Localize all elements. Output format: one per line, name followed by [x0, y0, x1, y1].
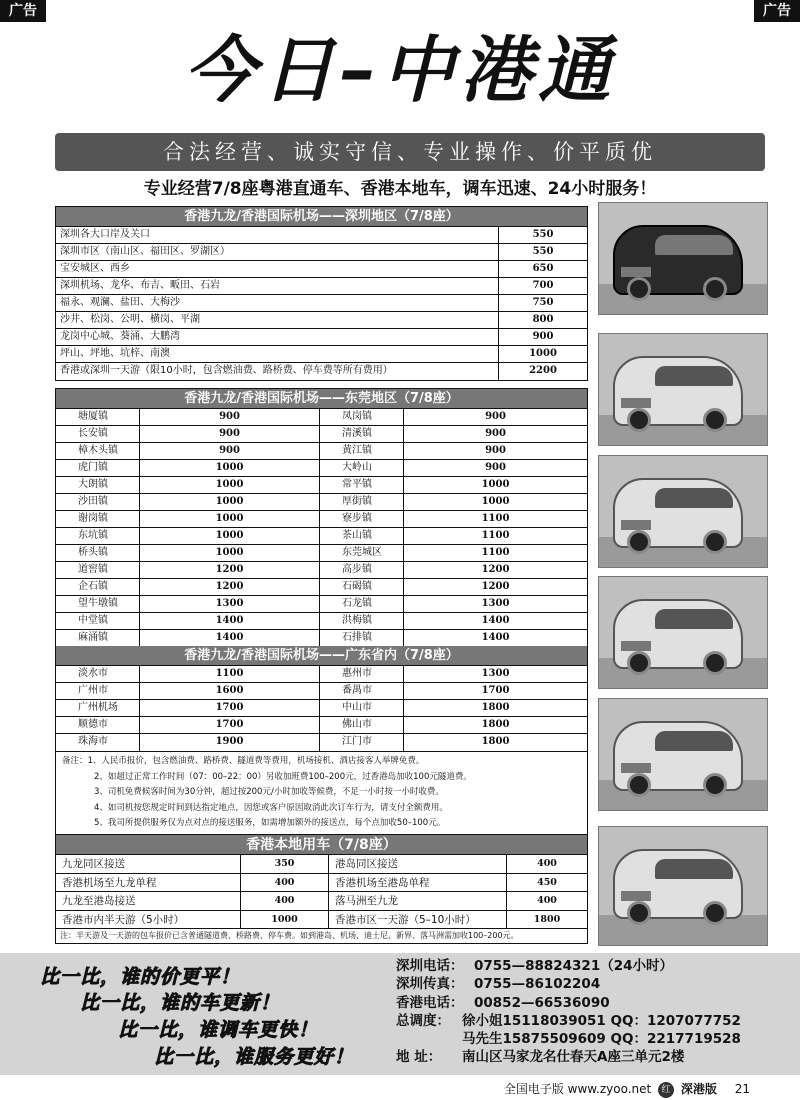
guangdong-price-table: [55, 646, 588, 752]
price: 1800: [481, 736, 510, 747]
destination: 珠海市: [56, 734, 140, 751]
price: 400: [507, 855, 587, 874]
price: 900: [404, 409, 587, 426]
destination: 望牛墩镇: [56, 596, 140, 613]
van-photo: [598, 202, 768, 315]
table-row: [56, 312, 587, 329]
price: 650: [532, 263, 554, 274]
price: 900: [140, 409, 320, 426]
destination: 淡水市: [56, 666, 140, 683]
price: 400: [241, 874, 329, 893]
price: 1000: [140, 477, 320, 494]
hk-local-footnote: 注：半天游及一天游的包车报价已含普通隧道费、桥路费、停车费。如到港岛、机场、迪士尼、新界、落马洲需加收100–200元。: [60, 931, 519, 941]
price: 1100: [404, 545, 587, 562]
table-row: [56, 278, 587, 295]
table-row: [56, 261, 587, 278]
edition: 深港版: [680, 1082, 717, 1096]
price: 900: [404, 443, 587, 460]
table-row: [56, 329, 587, 346]
van-photo: [598, 455, 768, 568]
destination: 沙井、松岗、公明、横岗、平湖: [56, 312, 499, 328]
price: 1000: [140, 528, 320, 545]
service: 香港市内半天游（5小时）: [56, 911, 241, 930]
page-footer: [504, 1079, 750, 1099]
service: 香港机场至九龙单程: [56, 874, 241, 893]
table-row: [56, 363, 587, 380]
hongkong-phone: 00852—66536090: [474, 994, 610, 1011]
price: 750: [532, 297, 554, 308]
table-row: [56, 244, 587, 261]
price: 1000: [404, 494, 587, 511]
price: 700: [532, 280, 554, 291]
destination: 中山市: [320, 700, 404, 717]
price: 1300: [404, 666, 587, 683]
price: 1400: [140, 630, 320, 647]
price: 900: [140, 443, 320, 460]
compare-slogan: 比一比，谁调车更快！: [118, 1019, 319, 1041]
hk-local-rows: [56, 855, 587, 929]
price: 2200: [529, 365, 557, 376]
van-photo: [598, 826, 768, 946]
price: 900: [532, 331, 554, 342]
destination: 樟木头镇: [56, 443, 140, 460]
service: 九龙至港岛接送: [56, 892, 241, 911]
price: 1900: [140, 734, 320, 751]
price: 1700: [140, 700, 320, 717]
dispatcher-1: 徐小姐15118039051 QQ：1207077752: [462, 1012, 741, 1029]
notes-block: [56, 752, 587, 835]
page-title: 今日–中港通: [183, 28, 616, 112]
destination: 沙田镇: [56, 494, 140, 511]
price: 400: [507, 892, 587, 911]
destination: 顺德市: [56, 717, 140, 734]
destination: 道窖镇: [56, 562, 140, 579]
destination: 谢岗镇: [56, 511, 140, 528]
label: 总调度：: [396, 1012, 450, 1029]
price: 1300: [404, 596, 587, 613]
destination: 坪山、坪地、坑梓、南澳: [56, 346, 499, 362]
destination: 东莞城区: [320, 545, 404, 562]
label: 香港电话：: [396, 994, 464, 1011]
table-row: [56, 346, 587, 363]
address: 南山区马家龙名仕春天A座三单元2楼: [462, 1049, 685, 1066]
price: 400: [241, 892, 329, 911]
destination: 深圳市区（南山区、福田区、罗湖区）: [56, 244, 499, 260]
price: 1200: [140, 579, 320, 596]
destination: 龙岗中心城、葵涌、大鹏湾: [56, 329, 499, 345]
price: 1700: [140, 717, 320, 734]
destination: 广州机场: [56, 700, 140, 717]
destination: 番禺市: [320, 683, 404, 700]
destination: 江门市: [320, 734, 404, 751]
price: 1300: [140, 596, 320, 613]
destination: 企石镇: [56, 579, 140, 596]
label: 地 址：: [396, 1049, 442, 1066]
price: 1400: [140, 613, 320, 630]
service: 九龙同区接送: [56, 855, 241, 874]
destination: 寮步镇: [320, 511, 404, 528]
destination: 石龙镇: [320, 596, 404, 613]
price: 1800: [507, 911, 587, 930]
note-item: 3、司机免费候客时间为30分钟，超过按200元/小时加收等候费，不足一小时按一小时收费。: [94, 787, 444, 798]
price: 900: [404, 460, 587, 477]
price: 1100: [140, 666, 320, 683]
service: 香港机场至港岛单程: [329, 874, 507, 893]
note-item: 4、如司机按您规定时间到达指定地点，因您或客户原因取消此次订车行为，请支付全额费用。: [94, 802, 448, 813]
destination: 厚街镇: [320, 494, 404, 511]
price: 1000: [529, 348, 557, 359]
price: 1000: [241, 911, 329, 930]
price: 900: [404, 426, 587, 443]
destination: 中堂镇: [56, 613, 140, 630]
destination: 佛山市: [320, 717, 404, 734]
destination: 茶山镇: [320, 528, 404, 545]
destination: 常平镇: [320, 477, 404, 494]
destination: 宝安城区、西乡: [56, 261, 499, 277]
dongguan-rows: [56, 409, 587, 647]
destination: 高步镇: [320, 562, 404, 579]
destination: 大朗镇: [56, 477, 140, 494]
destination: 惠州市: [320, 666, 404, 683]
destination: 虎门镇: [56, 460, 140, 477]
compare-slogan: 比一比，谁的价更平！: [40, 966, 241, 988]
destination: 清溪镇: [320, 426, 404, 443]
price: 1200: [404, 579, 587, 596]
destination: 长安镇: [56, 426, 140, 443]
note-item: 备注：1、人民币报价，包含燃油费、路桥费、隧道费等费用，机场接机、酒店接客人举牌免费。: [62, 756, 425, 766]
price: 1200: [140, 562, 320, 579]
price: 450: [507, 874, 587, 893]
ad-label-left: 广告: [0, 0, 46, 22]
price: 1000: [140, 511, 320, 528]
destination: 深圳各大口岸及关口: [56, 227, 499, 243]
compare-slogan: 比一比，谁的车更新！: [80, 992, 281, 1014]
section-header-shenzhen: 香港九龙/香港国际机场——深圳地区（7/8座）: [56, 207, 587, 227]
van-photo: [598, 333, 768, 446]
section-header-guangdong: 香港九龙/香港国际机场——广东省内（7/8座）: [56, 646, 587, 666]
price: 1700: [404, 683, 587, 700]
destination: 黄江镇: [320, 443, 404, 460]
price: 1000: [404, 477, 587, 494]
price: 1400: [404, 613, 587, 630]
price: 350: [241, 855, 329, 874]
shenzhen-price-table: [55, 206, 588, 381]
price: 1000: [140, 494, 320, 511]
price: 1800: [404, 700, 587, 717]
brand-logo-icon: 红: [658, 1082, 674, 1098]
service: 落马洲至九龙: [329, 892, 507, 911]
van-photo: [598, 576, 768, 689]
destination: 麻涌镇: [56, 630, 140, 647]
label: 深圳电话：: [396, 958, 464, 974]
label: 深圳传真：: [396, 976, 464, 993]
destination: 洪梅镇: [320, 613, 404, 630]
shenzhen-phone: 0755—88824321（24小时）: [474, 958, 674, 974]
price: 1800: [404, 717, 587, 734]
dispatcher-2: 马先生15875509609 QQ：2217719528: [462, 1031, 741, 1048]
price: 550: [532, 246, 554, 257]
destination: 凤岗镇: [320, 409, 404, 426]
destination: 石碣镇: [320, 579, 404, 596]
slogan-banner: 合法经营、诚实守信、专业操作、价平质优: [55, 133, 765, 171]
destination: 广州市: [56, 683, 140, 700]
table-row: [56, 227, 587, 244]
hk-local-table: [55, 752, 588, 944]
dongguan-price-table: [55, 388, 588, 648]
contact-info: [396, 957, 741, 1067]
destination: 桥头镇: [56, 545, 140, 562]
van-photo: [598, 698, 768, 811]
guangdong-rows: [56, 666, 587, 751]
website: 全国电子版 www.zyoo.net: [503, 1082, 652, 1096]
service: 香港市区一天游（5–10小时）: [329, 911, 507, 930]
note-item: 5、我司所提供服务仅为点对点的接送服务，如需增加额外的接送点，每个点加收50–100元。: [94, 818, 446, 829]
price: 1000: [140, 460, 320, 477]
destination: 福永、观澜、盐田、大梅沙: [56, 295, 499, 311]
table-row: [56, 295, 587, 312]
section-header-hk-local: 香港本地用车（7/8座）: [56, 835, 587, 855]
price: 800: [532, 314, 554, 325]
ad-label-right: 广告: [754, 0, 800, 22]
price: 900: [140, 426, 320, 443]
destination: 塘厦镇: [56, 409, 140, 426]
price: 1000: [140, 545, 320, 562]
destination: 大岭山: [320, 460, 404, 477]
destination: 深圳机场、龙华、布吉、畈田、石岩: [56, 278, 499, 294]
destination: 香港或深圳一天游（限10小时，包含燃油费、路桥费、停车费等所有费用）: [56, 363, 499, 380]
shenzhen-fax: 0755—86102204: [474, 976, 601, 993]
shenzhen-rows: [56, 227, 587, 380]
page-number: 21: [734, 1082, 750, 1096]
service-subtitle: 专业经营7/8座粤港直通车、香港本地车，调车迅速、24小时服务！: [143, 179, 657, 199]
compare-slogan: 比一比，谁服务更好！: [154, 1046, 355, 1068]
destination: 东坑镇: [56, 528, 140, 545]
price: 1400: [481, 632, 510, 643]
price: 1600: [140, 683, 320, 700]
note-item: 2、如超过正常工作时间（07：00–22：00）另收加班费100–200元，过香港岛加收100元隧道费。: [94, 771, 472, 782]
price: 1100: [404, 511, 587, 528]
service: 港岛同区接送: [329, 855, 507, 874]
destination: 石排镇: [320, 630, 404, 647]
price: 1200: [404, 562, 587, 579]
price: 1100: [404, 528, 587, 545]
section-header-dongguan: 香港九龙/香港国际机场——东莞地区（7/8座）: [56, 389, 587, 409]
price: 550: [532, 229, 554, 240]
